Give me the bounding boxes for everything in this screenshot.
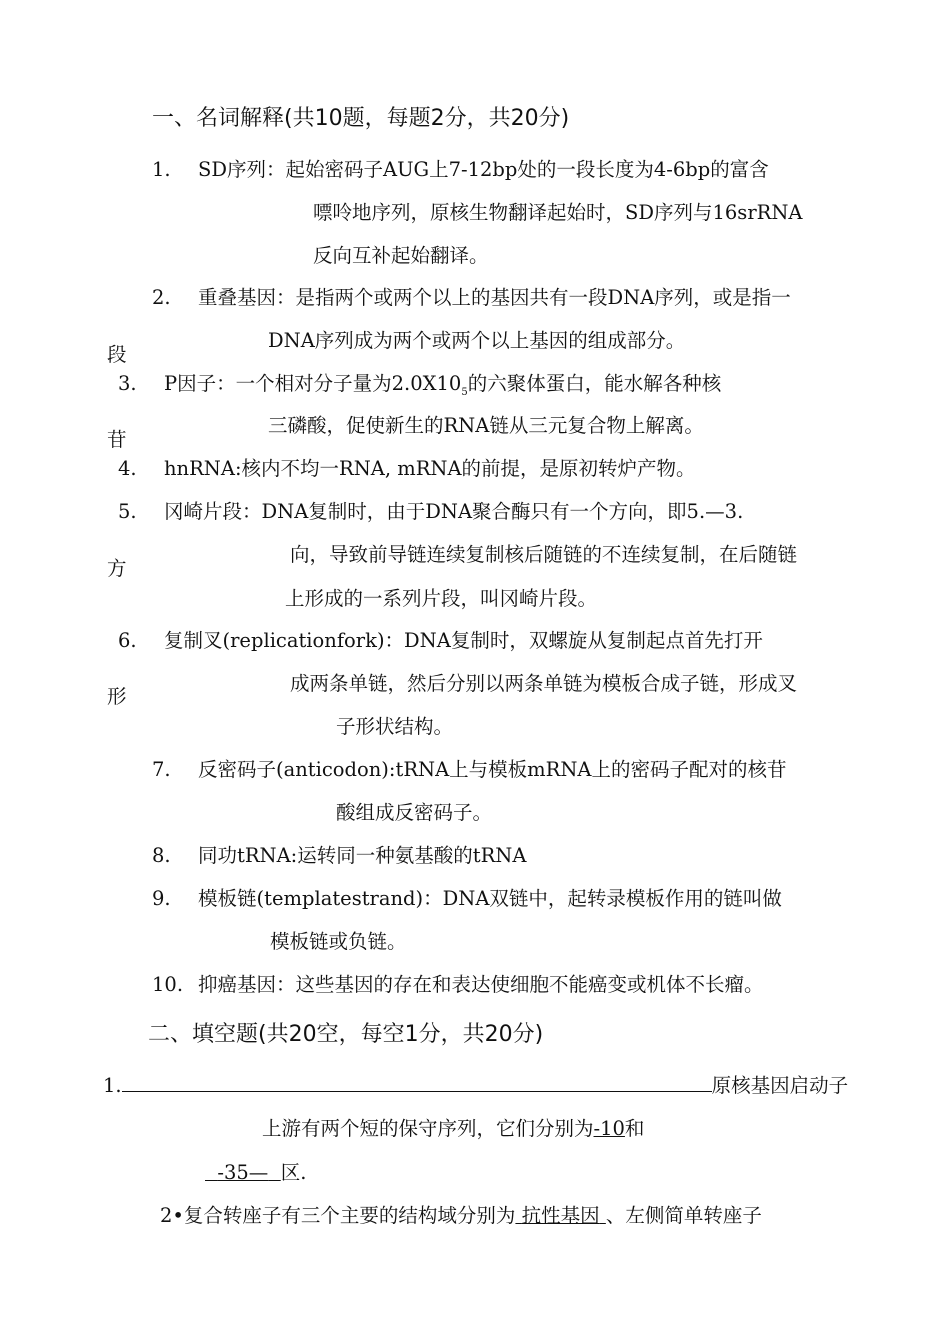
item-number: 2. (152, 286, 171, 309)
item-9-line-1 (152, 886, 782, 912)
item-1-line-1 (152, 157, 769, 183)
item-1-line-2: 嘌呤地序列，原核生物翻译起始时，SD序列与16srRNA (313, 201, 803, 224)
item-3-line-2: 三磷酸，促使新生的RNA链从三元复合物上解离。 (268, 414, 704, 437)
item-number: 3. (118, 372, 137, 395)
exponent: 5 (461, 386, 468, 398)
item-1-line-3: 反向互补起始翻译。 (313, 244, 489, 267)
item-6-line-2: 成两条单链，然后分别以两条单链为模板合成子链，形成叉 (290, 672, 798, 695)
item-9-line-2: 模板链或负链。 (270, 930, 407, 953)
fill-question-1-line-1 (103, 1073, 848, 1099)
item-text: 反密码子(anticodon):tRNA上与模板mRNA上的密码子配对的核苷 (198, 758, 787, 781)
item-10-line-1 (152, 972, 764, 998)
fill-question-1-line-2 (262, 1116, 644, 1142)
question-text-cont: 区. (280, 1161, 307, 1184)
fill-question-2-line-1 (160, 1203, 762, 1229)
section-title-definitions: 一、名词解释(共10题，每题2分，共20分) (152, 106, 570, 131)
item-text: 重叠基因：是指两个或两个以上的基因共有一段DNA序列，或是指一 (198, 286, 791, 309)
item-text: SD序列：起始密码子AUG上7-12bp处的一段长度为4-6bp的富含 (198, 158, 769, 181)
item-5-line-1 (118, 499, 743, 525)
item-4-line-1 (118, 456, 696, 482)
margin-char: 方 (107, 557, 127, 580)
item-number: 5. (118, 500, 137, 523)
item-5-line-3: 上形成的一系列片段，叫冈崎片段。 (285, 587, 598, 610)
margin-char: 形 (107, 685, 127, 708)
item-number: 10. (152, 973, 184, 996)
answer-text: -10 (593, 1117, 625, 1140)
item-8-line-1 (152, 843, 526, 869)
item-text: 复制叉(replicationfork)：DNA复制时，双螺旋从复制起点首先打开 (164, 629, 763, 652)
item-number: 7. (152, 758, 171, 781)
section-title-fill-in: 二、填空题(共20空，每空1分，共20分) (148, 1022, 544, 1047)
item-7-line-1 (152, 757, 786, 783)
item-2-line-1 (152, 285, 791, 311)
question-text-cont: 、左侧简单转座子 (605, 1204, 762, 1227)
question-text: 原核基因启动子 (711, 1074, 849, 1097)
margin-char: 苷 (107, 428, 127, 451)
item-number: 4. (118, 457, 137, 480)
item-text: 抑癌基因：这些基因的存在和表达使细胞不能癌变或机体不长瘤。 (198, 973, 764, 996)
margin-char: 段 (107, 343, 127, 366)
answer-text: -35— (217, 1161, 269, 1184)
item-number: 9. (152, 887, 171, 910)
answer-blank (122, 1073, 712, 1092)
item-text-cont: 的六聚体蛋白，能水解各种核 (467, 372, 722, 395)
answer-text: 抗性基因 (521, 1204, 600, 1227)
question-text-cont: 和 (624, 1117, 645, 1140)
fill-question-1-line-3 (205, 1160, 306, 1186)
item-number: 1. (152, 158, 171, 181)
item-5-line-2: 向，导致前导链连续复制核后随链的不连续复制，在后随链 (290, 543, 798, 566)
item-3-line-1 (118, 371, 721, 406)
item-text: P因子：一个相对分子量为2.0X10 (164, 372, 462, 395)
item-text: 同功tRNA:运转同一种氨基酸的tRNA (198, 844, 527, 867)
item-text: 冈崎片段：DNA复制时，由于DNA聚合酶只有一个方向，即5.—3. (164, 500, 744, 523)
item-text: hnRNA:核内不均一RNA, mRNA的前提，是原初转炉产物。 (164, 457, 696, 480)
item-2-line-2: DNA序列成为两个或两个以上基因的组成部分。 (268, 329, 686, 352)
question-text: 上游有两个短的保守序列，它们分别为 (262, 1117, 594, 1140)
question-text: 2•复合转座子有三个主要的结构域分别为 (160, 1204, 516, 1227)
item-6-line-1 (118, 628, 763, 654)
question-number: 1. (103, 1074, 122, 1097)
item-7-line-2: 酸组成反密码子。 (336, 801, 493, 824)
item-6-line-3: 子形状结构。 (336, 715, 454, 738)
item-number: 6. (118, 629, 137, 652)
item-text: 模板链(templatestrand)：DNA双链中，起转录模板作用的链叫做 (198, 887, 782, 910)
item-number: 8. (152, 844, 171, 867)
